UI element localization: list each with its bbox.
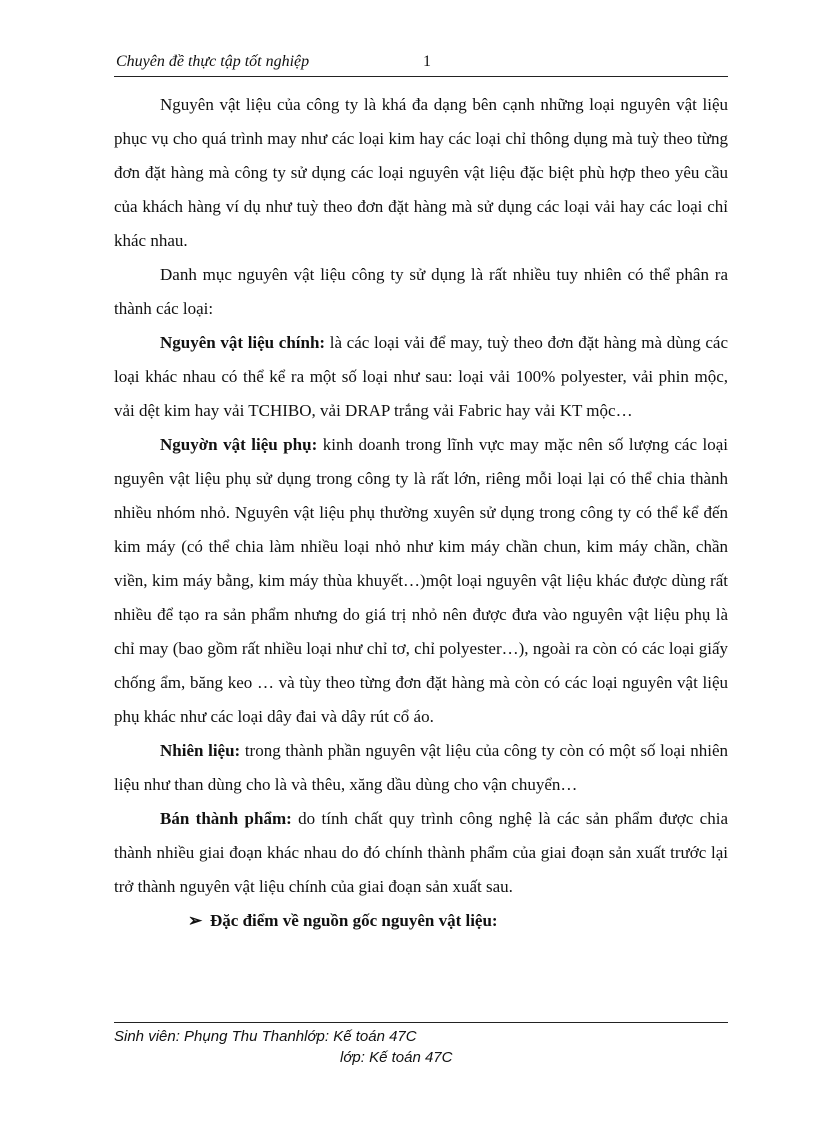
text-auxiliary-materials: kinh doanh trong lĩnh vực may mặc nên số lượng các loại nguyên vật liệu phụ sử dụng trong công ty là rất lớn, riêng mỗi loại lại có thể chia thành nhiều nhóm nhỏ. Nguyên vật liệu phụ thường xuyên sử dụng trong công ty có thể kể đến kim máy (có thể chia làm nhiều loại nhỏ như kim máy chần chun, kim máy chần, chần viền, kim máy bằng, kim máy thùa khuyết…)một loại nguyên vật liệu khác được dùng rất nhiều để tạo ra sản phẩm nhưng do giá trị nhỏ nên được đưa vào nguyên vật liệu phụ là chỉ may (bao gồm rất nhiều loại như chỉ tơ, chỉ polyester…), ngoài ra còn có các loại giấy chống ẩm, băng keo … và tùy theo từng đơn đặt hàng mà còn có các loại nguyên vật liệu phụ khác như các loại dây đai và dây rút cổ áo.	[114, 435, 728, 726]
paragraph-semi-finished	[114, 802, 728, 904]
term-auxiliary-materials: Nguyờn vật liệu phụ:	[160, 435, 318, 454]
document-body	[114, 88, 728, 938]
paragraph-intro: Nguyên vật liệu của công ty là khá đa dạng bên cạnh những loại nguyên vật liệu phục vụ cho quá trình may như các loại kim hay các loại chỉ thông dụng mà tuỳ theo từng đơn đặt hàng mà công ty sử dụng các loại nguyên vật liệu đặc biệt phù hợp theo yêu cầu của khách hàng ví dụ như tuỳ theo đơn đặt hàng mà sử dụng các loại vải hay các loại chỉ khác nhau.	[114, 95, 728, 250]
text-fuel: trong thành phần nguyên vật liệu của công ty còn có một số loại nhiên liệu như than dùng cho là và thêu, xăng dầu dùng cho vận chuyển…	[114, 741, 729, 794]
arrow-bullet-icon: ➢	[188, 911, 203, 930]
term-main-materials: Nguyên vật liệu chính:	[160, 333, 326, 352]
section-heading-origin	[114, 904, 728, 938]
paragraph-fuel	[114, 734, 728, 802]
paragraph-auxiliary-materials	[114, 428, 728, 734]
footer-divider	[114, 1022, 728, 1023]
section-heading-text: Đặc điểm về nguồn gốc nguyên vật liệu:	[210, 911, 498, 930]
page-header	[114, 50, 728, 77]
page-number: 1	[423, 53, 431, 70]
term-fuel: Nhiên liệu:	[160, 741, 241, 760]
footer-line-1: Sinh viên: Phụng Thu Thanhlớp: Kế toán 47C	[114, 1028, 417, 1045]
text-semi-finished: do tính chất quy trình công nghệ là các sản phẩm được chia thành nhiều giai đoạn khác nhau do đó chính thành phẩm của giai đoạn sản xuất trước lại trở thành nguyên vật liệu chính của giai đoạn sản xuất sau.	[114, 809, 728, 896]
text-main-materials: là các loại vải để may, tuỳ theo đơn đặt hàng mà dùng các loại khác nhau có thể kể ra một số loại như sau: loại vải 100% polyester, vải phin mộc, vải dệt kim hay vải TCHIBO, vải DRAP trắng vải Fabric hay vải KT mộc…	[114, 333, 729, 420]
footer-line-2: lớp: Kế toán 47C	[340, 1049, 453, 1066]
term-semi-finished: Bán thành phẩm:	[160, 809, 292, 828]
page-footer	[114, 1026, 728, 1068]
paragraph-catalog: Danh mục nguyên vật liệu công ty sử dụng là rất nhiều tuy nhiên có thể phân ra thành các loại:	[114, 265, 728, 318]
header-title: Chuyên đề thực tập tốt nghiệp	[116, 53, 310, 70]
paragraph-main-materials	[114, 326, 728, 428]
